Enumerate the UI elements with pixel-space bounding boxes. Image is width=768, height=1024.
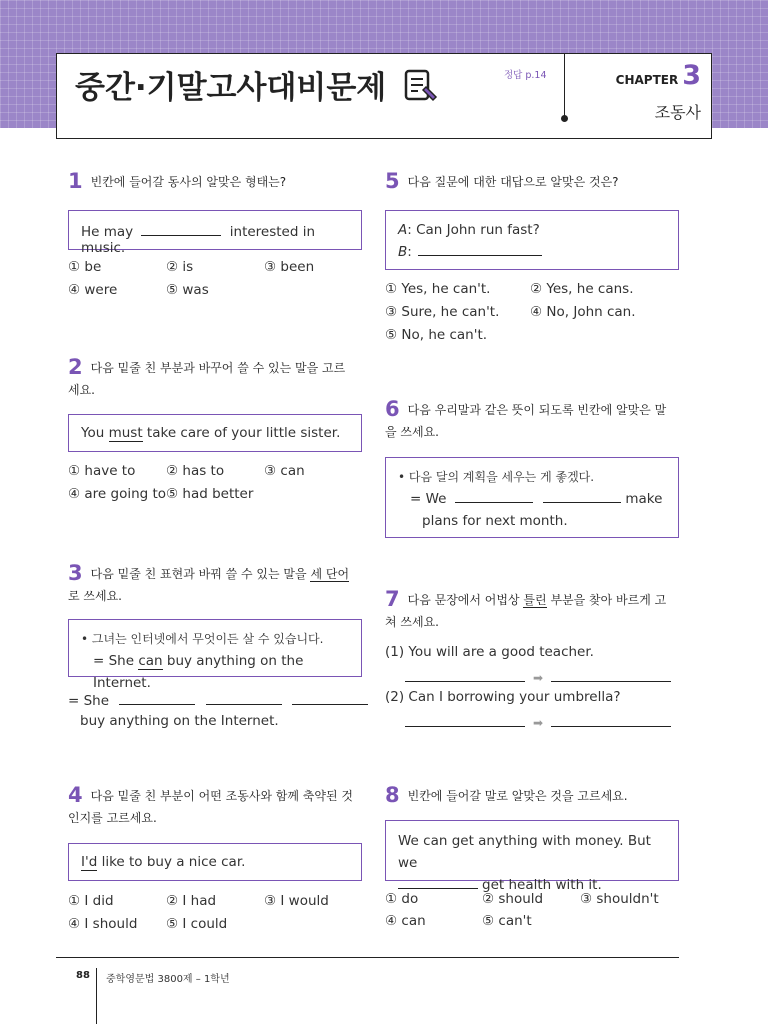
english-sentence-line2: plans for next month. — [422, 513, 568, 529]
speaker-label: B — [398, 244, 408, 260]
option[interactable]: ① be — [68, 259, 102, 275]
question-prompt: 다음 밑줄 친 부분이 어떤 조동사와 함께 축약된 것 — [90, 789, 353, 803]
answer-blank[interactable] — [543, 488, 621, 503]
question-3-example-box — [68, 619, 362, 691]
question-4 — [68, 784, 364, 829]
question-1-sentence-box — [68, 210, 362, 256]
answer-blank[interactable] — [405, 712, 525, 727]
arrow-right-icon: ➡ — [533, 671, 544, 685]
dialogue-text: : Can John run fast? — [407, 222, 540, 238]
korean-sentence: • 그녀는 인터넷에서 무엇이든 살 수 있습니다. — [81, 632, 324, 646]
sentence-text: You — [81, 425, 105, 441]
page-title: 중간·기말고사대비문제 — [75, 70, 387, 106]
question-prompt-underlined: 틀린 — [523, 593, 547, 607]
answer-blank[interactable] — [292, 690, 368, 705]
footer-vertical-rule — [96, 968, 97, 1024]
sentence-text: like to buy a nice car. — [101, 854, 246, 870]
answer-line-2: buy anything on the Internet. — [80, 713, 279, 729]
question-8-sentence-box — [385, 820, 679, 893]
sentence-text: get health with it. — [482, 877, 602, 893]
option[interactable]: ② should — [482, 891, 544, 907]
speaker-label: A — [398, 222, 408, 238]
question-number: 5 — [385, 169, 400, 193]
footer-divider — [56, 957, 679, 958]
question-prompt: 다음 우리말과 같은 뜻이 되도록 빈칸에 알맞은 말 — [407, 403, 667, 417]
question-7 — [385, 588, 681, 633]
option[interactable]: ⑤ was — [166, 282, 209, 298]
question-prompt-underlined: 세 단어 — [310, 567, 350, 581]
option[interactable]: ③ been — [264, 259, 315, 275]
answer-blank[interactable] — [206, 690, 282, 705]
chapter-number: 3 — [682, 60, 701, 91]
answer-blank[interactable] — [398, 874, 478, 889]
question-1 — [68, 170, 364, 193]
option[interactable]: ③ can — [264, 463, 305, 479]
question-prompt: 다음 밑줄 친 부분과 바꾸어 쓸 수 있는 말을 고르 — [90, 361, 346, 375]
option[interactable]: ③ I would — [264, 893, 329, 909]
dialogue-line-a — [398, 220, 666, 241]
question-6 — [385, 398, 681, 443]
option[interactable]: ⑤ No, he can't. — [385, 327, 488, 343]
question-prompt-line2: 세요. — [68, 383, 95, 397]
question-prompt: 부분을 찾아 바르게 고 — [550, 593, 667, 607]
option[interactable]: ② Yes, he cans. — [530, 281, 634, 297]
question-prompt-line2: 쳐 쓰세요. — [385, 615, 439, 629]
question-prompt: 빈칸에 들어갈 말로 알맞은 것을 고르세요. — [407, 789, 628, 803]
option[interactable]: ④ are going to — [68, 486, 167, 502]
option[interactable]: ④ were — [68, 282, 118, 298]
option[interactable]: ② I had — [166, 893, 217, 909]
option[interactable]: ⑤ had better — [166, 486, 254, 502]
question-number: 4 — [68, 783, 83, 807]
question-prompt: 다음 질문에 대한 대답으로 알맞은 것은? — [407, 175, 619, 189]
answer-blank[interactable] — [455, 488, 533, 503]
question-prompt-line2: 로 쓰세요. — [68, 589, 122, 603]
underlined-word: I'd — [81, 854, 98, 870]
item-2: (2) Can I borrowing your umbrella? — [385, 689, 621, 705]
option[interactable]: ④ I should — [68, 916, 138, 932]
arrow-right-icon: ➡ — [533, 716, 544, 730]
option[interactable]: ⑤ I could — [166, 916, 228, 932]
question-prompt: 다음 문장에서 어법상 — [407, 593, 520, 607]
correction-row-2 — [405, 712, 671, 731]
item-1: (1) You will are a good teacher. — [385, 644, 594, 660]
option[interactable]: ④ can — [385, 913, 426, 929]
answer-line — [68, 690, 368, 709]
option[interactable]: ③ Sure, he can't. — [385, 304, 500, 320]
sentence-text: make — [625, 491, 663, 507]
question-4-sentence-box — [68, 843, 362, 881]
question-number: 8 — [385, 783, 400, 807]
option[interactable]: ① have to — [68, 463, 136, 479]
dialogue-line-b — [398, 241, 666, 263]
underlined-word: must — [108, 425, 143, 441]
question-number: 6 — [385, 397, 400, 421]
option[interactable]: ④ No, John can. — [530, 304, 636, 320]
option[interactable]: ① do — [385, 891, 419, 907]
question-3 — [68, 562, 364, 607]
worksheet-pencil-icon — [403, 68, 439, 104]
question-prompt: 빈칸에 들어갈 동사의 알맞은 형태는? — [90, 175, 287, 189]
sentence-line-1: We can get anything with money. But we — [398, 833, 651, 871]
korean-sentence: • 다음 달의 계획을 세우는 게 좋겠다. — [398, 470, 595, 484]
sentence-text: = We — [410, 491, 447, 507]
question-number: 1 — [68, 169, 83, 193]
sentence-text: He may — [81, 224, 134, 240]
header-divider — [564, 54, 565, 118]
sentence-text: buy anything on the Internet. — [93, 653, 304, 691]
book-title: 중학영문법 3800제 – 1학년 — [106, 974, 230, 985]
question-prompt-line2: 인지를 고르세요. — [68, 811, 157, 825]
sentence-text: take care of your little sister. — [146, 425, 341, 441]
answer-blank[interactable] — [119, 690, 195, 705]
option[interactable]: ① Yes, he can't. — [385, 281, 491, 297]
question-6-example-box — [385, 457, 679, 538]
english-sentence — [81, 650, 349, 694]
answer-blank[interactable] — [405, 667, 525, 682]
question-number: 2 — [68, 355, 83, 379]
question-prompt: 다음 밑줄 친 표현과 바꿔 쓸 수 있는 말을 — [90, 567, 307, 581]
option[interactable]: ⑤ can't — [482, 913, 532, 929]
correction-row-1 — [405, 667, 671, 686]
question-8 — [385, 784, 681, 807]
question-prompt-line2: 을 쓰세요. — [385, 425, 439, 439]
english-sentence — [398, 488, 666, 510]
question-2-sentence-box — [68, 414, 362, 452]
dialogue-text: : — [407, 244, 412, 260]
chapter-subtitle: 조동사 — [654, 103, 701, 122]
header-divider-dot — [561, 115, 568, 122]
question-5 — [385, 170, 681, 193]
sentence-text: interested in music. — [81, 224, 316, 256]
answer-blank[interactable] — [141, 221, 221, 236]
underlined-word: can — [138, 653, 163, 669]
option[interactable]: ② has to — [166, 463, 225, 479]
chapter-label: CHAPTER — [615, 73, 679, 87]
answer-blank[interactable] — [551, 712, 671, 727]
option[interactable]: ③ shouldn't — [580, 891, 659, 907]
header-box — [56, 53, 712, 139]
question-number: 3 — [68, 561, 83, 585]
answer-prefix: = She — [68, 693, 110, 709]
question-number: 7 — [385, 587, 400, 611]
option[interactable]: ② is — [166, 259, 194, 275]
question-2 — [68, 356, 364, 401]
answer-reference: 정답 p.14 — [504, 70, 547, 81]
page-number: 88 — [76, 970, 90, 981]
option[interactable]: ① I did — [68, 893, 114, 909]
answer-blank[interactable] — [551, 667, 671, 682]
answer-blank[interactable] — [418, 241, 542, 256]
sentence-text: = She — [93, 653, 135, 669]
question-5-dialogue-box — [385, 210, 679, 270]
chapter-heading — [616, 60, 701, 91]
